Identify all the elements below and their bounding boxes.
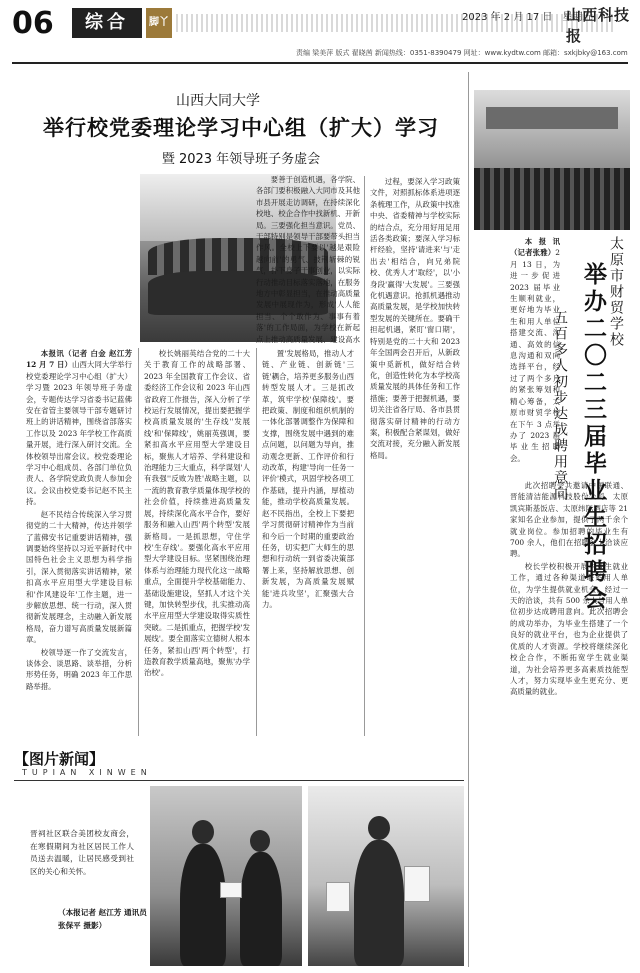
side-column-2 [510,480,628,960]
column-rule [138,348,139,736]
picture-news-rule [14,780,464,781]
lead-dateline: 本报讯（记者 白金 赵江芳 12 月 7 日） [26,349,132,370]
section-divider [468,72,469,967]
side-kicker-text: 太原市财贸学校 [608,236,624,348]
editorial-credits: 责编 梁美萍 版式 翟晓茜 新闻热线：0351-8390479 网址：www.kydtw.com 邮箱：sxkjbky@163.com [296,49,628,57]
side-paragraph: 2 月 13 日，为进一步促进 2023 届毕业生顺利就业，更好地为毕业生和用人单位搭建交流、沟通、高效的信息沟通和双向选择平台，经过了两个多月的紧张筹划和精心筹备，太原市财贸学校在下午 3 点举办了 2023 届毕业生招聘会。 [510,248,560,463]
person-head [192,820,214,844]
person-figure [354,840,404,966]
picture-news-subtitle: TUPIAN XINWEN [22,768,152,777]
lead-paragraph: 置'发展格局，推动人才链、产业链、创新链'三链'耦合，培养更多服务山西转型发展人才。三是抓改革，筑牢学校'保障线'。要把政策、制度和组织机制的一体化部署调整作为保障和支撑，围绕发展中遇到的难点问题，以问题为导向，推动观念更新、工作评价和行动改革，构建'导向一任务一评价'模式，巩固学校各项工作基础，提升内涵，厚植动能，推动学校高质量发展。赵不民指出，全校上下要把学习贯彻研讨精神作为当前和今后一个时期的重要政治任务，切实把广大师生的思想和行动统一到省委决策部署上来，坚持解放思想、创新发展，为高质量发展赋能'进兵攻坚'，汇聚强大合力。 [262,349,354,609]
picture-news-photo-right [308,786,464,966]
person-head [250,830,270,852]
side-kicker [606,236,626,352]
side-paragraph: 此次招聘会共邀请中国联通、晋能清洁能源科技股份公司、太原凯宾斯基饭店、太原纬际酒店等 21 家知名企业参加，提供了两千余个就业岗位。参加招聘的毕业生有 700 余人，他们在招聘会上洽谈应聘。 [510,481,628,559]
person-figure [240,852,282,966]
column-rule [256,348,257,736]
lead-paragraph: 校领导逐一作了交流发言，谈体会、谈思路、谈举措，分析形势任务，明确 2023 年工作思路举措。 [26,647,132,691]
lead-subhead: 暨 2023 年领导班子务虚会 [161,152,321,167]
picture-news-photo-left [150,786,302,966]
person-head [368,816,390,840]
lead-column-3 [262,348,354,736]
side-headline: 举办二〇二三届毕业生招聘会 [580,262,606,613]
section-badge: 脚丫 [146,8,172,38]
lead-headline: 举行校党委理论学习中心组（扩大）学习 [43,116,439,140]
lead-column-1 [26,348,132,736]
masthead [0,0,640,66]
paper-name: 山西科技报 [566,6,631,45]
job-fair-crowd [474,168,630,230]
lead-column-2 [144,348,250,736]
page-number: 06 [12,6,54,41]
lead-column-4 [370,176,460,736]
job-fair-banner [486,107,617,129]
paper-sheet [326,882,350,912]
lead-kicker: 山西大同大学 [176,93,260,109]
side-paragraph: 校长学校积极开展毕业生就业工作，通过各种渠道联系用人单位，为学生提供就业机会。经过一天的洽谈，共有 500 余人与用人单位初步达成聘用意向。此次招聘会的成功举办，为毕业生搭建了一个良好的就业平台，也为企业提供了优质的人才资源。学校将继续深化校企合作，不断拓宽学生就业渠道，为社会培养更多高素质技能型人才，努力实现毕业生更充分、更高质量的就业。 [510,561,628,697]
column-rule [364,176,365,736]
person-figure [180,844,226,966]
lead-paragraph: 要善于创造机遇，各学院、各部门要积极融入大同市及其他市县开展走访调研，在持续深化校地、校企合作中找新机、开新局。三要强化担当意识。党员、干部特别是领导干部要带头担当作风。全校上下要以'越是艰险越向前'的勇气、披荆斩棘的锐气，扑下身子干事创业，以实际行动推动目标落实落地，在服务地方中彰显担当，在推动高质量发展中展现作为，形成'人人能担当、个个敢作为、事事有着落'的工作局面，为学校在新起点上推动高质量发展、建设高水 [256,175,360,344]
lead-column-5 [256,174,360,346]
masthead-rule [12,62,628,64]
side-dateline: 本报讯（记者张雅） [510,237,560,258]
picture-news-credit: （本报记者 赵江芳 通讯员 张保平 摄影） [58,908,147,930]
picture-news-title: 【图片新闻】 [14,750,105,768]
lead-paragraph: 山西大同大学举行校党委理论学习中心组（扩大）学习暨 2023 年领导班子务虚会，专题传达学习省委书记蓝佛安在省管主要领导干部专题研讨班上的讲话精神，围绕省部落实工作以及 2023 年学校工作高质量开展，进行深入研讨交流。全体校领导出席会议。校党委理论学习中心组成员、各部门单位负责人、各学院党政负责人参加会议。会议由校党委书记赵不民主持。 [26,360,132,507]
side-subhead: 五百多人初步达成聘用意向 [552,310,568,502]
section-label: 综合 [72,8,142,38]
issue-date: 2023 年 2 月 17 日 星期五 [462,12,593,23]
picture-news-caption: 晋祠社区联合美团校友商会，在寒假期间为社区居民工作人员送去温暖，让居民感受到社区的关心和关怀。 [30,829,134,876]
lead-paragraph: 赵不民结合传统深入学习贯彻党的二十大精神，传达并领学了蓝佛安书记重要讲话精神，强调要始终坚持以习近平新时代中国特色社会主义思想为科学指引，深入贯彻落实讲话精神，紧扣高水平应用型大学建设目标和'作风建设年'工作主题，进一步解放思想、统一行动，深入贯彻新发展理念，主动融入新发展格局，奋力谱写高质量发展新篇章。 [26,509,132,645]
paper-sheet [404,866,430,902]
side-column-1 [510,236,560,476]
job-fair-photo [474,90,630,230]
envelope [220,882,242,898]
lead-paragraph: 过程，要深入学习政策文件，对照抓标体系进项逐条梳理工作，从政策中找准中央、省委精神与学校实际的结合点，充分用好用足用活各类政策；要深入学习标杆经验，坚持'请进来'与'走出去'相结合，向兄弟院校、优秀人才'取经'，以'小身段'赢得'大发展'。三要强化机遇意识。抢抓机遇推动高质量发展，是学校加快转型发展的关键所在。要确干担起机遇，紧盯'窗口期'，特别是党的二十大和 2023 年全国两会召开后，从新政策中觅新机，做好结合转化，创造性转化为本学校高质量发展的具体任务和工作措施；要善于把握机遇，要切关注省各厅局、各市县贯彻落实研讨精神的行动方案，积极配合紧谋划，做好交流对接，充分融入新发展格局。 [370,177,460,460]
lead-paragraph: 校长姚丽英结合党的二十大关于教育工作的战略部署、2023 年全国教育工作会议、省委经济工作会议和 2023 年山西省政府工作报告，深入分析了学校运行发展情况，提出要把握学校高质量发展的'生存线''发展线'和'保障线'，姚丽英强调，要紧扣高水平应用型大学建设目标，聚焦人才培养、学科建设和治理能力三大重点，科学谋划'人有我强''反败为胜'战略主题，以一流的教育教学质量体现学校的社会价值，持续推进高质量发展，持续深化高水平合作，要好服务和融入山西'两个转型'发展新格局。一是抓思想，守住学校'生存线'。要强化高水平应用型大学建设目标。坚紧围绕治理体系与治理能力现代化这一战略重点，全面提升学校基础能力、基础设施建设，坚抓人才这个关键，加快转型步伐，扎实推动高水平应用型大学建设取得实质性突破。二是抓重点，把握学校'发展线'。要全面落实立德树人根本任务，紧扣山西'两个转型'，打造教育教学质量高地，聚焦'办学治校'。 [144,349,250,678]
